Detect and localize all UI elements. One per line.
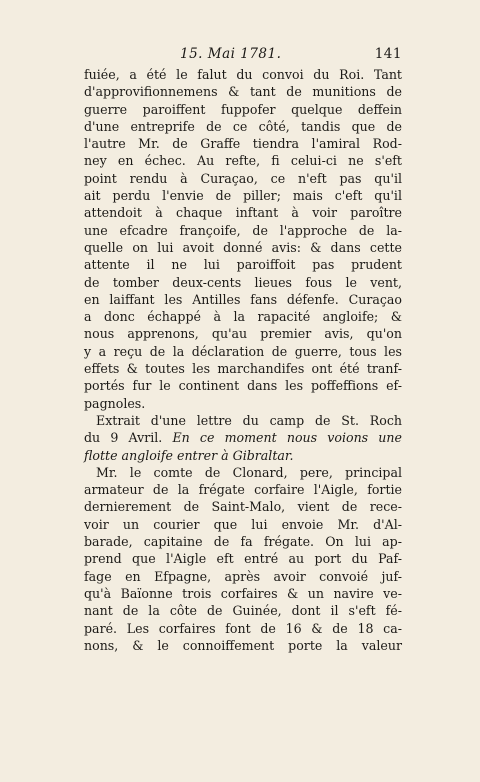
running-head: 15. Mai 1781. — [180, 46, 282, 62]
text-line: paré. Les corfaires font de 16 & de 18 ca- — [84, 620, 402, 636]
text-line: Mr. le comte de Clonard, pere, principal — [96, 464, 402, 480]
text-line: d'approvifionnemens & tant de munitions de — [84, 84, 402, 100]
text-line: fuiée, a été le falut du convoi du Roi. Tant — [84, 67, 402, 82]
text-line: guerre paroiffent fuppofer quelque deffein — [84, 101, 402, 117]
paragraph-letter-st-roch — [84, 412, 402, 464]
text-line: nant de la côte de Guinée, dont il s'eft fé- — [84, 603, 402, 619]
text-line: ney en échec. Au refte, fi celui-ci ne s'eft — [84, 153, 402, 169]
text-line: d'une entreprife de ce côté, tandis que de — [84, 118, 402, 134]
text-line: prend que l'Aigle eft entré au port du Paf- — [84, 551, 402, 567]
paragraph-convoy-curacao — [84, 66, 402, 412]
text-line: nous apprenons, qu'au premier avis, qu'on — [84, 326, 402, 342]
body-text — [84, 66, 402, 654]
text-line: attente il ne lui paroiffoit pas prudent — [84, 257, 402, 273]
text-line: dernierement de Saint-Malo, vient de rece- — [84, 499, 402, 515]
letter-quote: flotte angloife entrer à Gibraltar. — [84, 447, 294, 463]
text-line — [84, 429, 402, 446]
text-line: a donc échappé à la rapacité angloife; & — [84, 309, 402, 325]
text-line: barade, capitaine de fa frégate. On lui ap- — [84, 534, 402, 550]
text-line: armateur de la frégate corfaire l'Aigle, fortie — [84, 482, 402, 498]
text-line: ait perdu l'envie de piller; mais c'eft qu'il — [84, 188, 402, 204]
text-line: point rendu à Curaçao, ce n'eft pas qu'il — [84, 170, 402, 186]
letter-date: du 9 Avril. — [84, 430, 173, 446]
page-number: 141 — [374, 46, 402, 62]
text-line: effets & toutes les marchandifes ont été tranf- — [84, 361, 402, 377]
text-line: y a reçu de la déclaration de guerre, tous les — [84, 343, 402, 359]
text-line: quelle on lui avoit donné avis: & dans cette — [84, 239, 402, 255]
text-line: pagnoles. — [84, 395, 146, 411]
paragraph-clonard-aigle — [84, 464, 402, 654]
text-line: qu'à Baïonne trois corfaires & un navire ve- — [84, 585, 402, 601]
text-line: portés fur le continent dans les poffeffions ef- — [84, 378, 402, 394]
text-line: de tomber deux-cents lieues fous le vent, — [84, 274, 402, 290]
text-line: voir un courier que lui envoie Mr. d'Al- — [84, 516, 402, 532]
text-line: en laiffant les Antilles fans défenfe. Curaçao — [84, 291, 402, 307]
text-line: une efcadre françoife, de l'approche de la- — [84, 222, 402, 238]
text-line: Extrait d'une lettre du camp de St. Roch — [96, 412, 402, 428]
page-header — [84, 46, 402, 66]
text-line: attendoit à chaque inftant à voir paroître — [84, 205, 402, 221]
text-line: nons, & le connoiffement porte la valeur — [84, 637, 402, 653]
text-line: fage en Efpagne, après avoir convoié juf- — [84, 568, 402, 584]
text-line: l'autre Mr. de Graffe tiendra l'amiral Rod- — [84, 136, 402, 152]
letter-quote: En ce moment nous voions une — [172, 430, 402, 446]
